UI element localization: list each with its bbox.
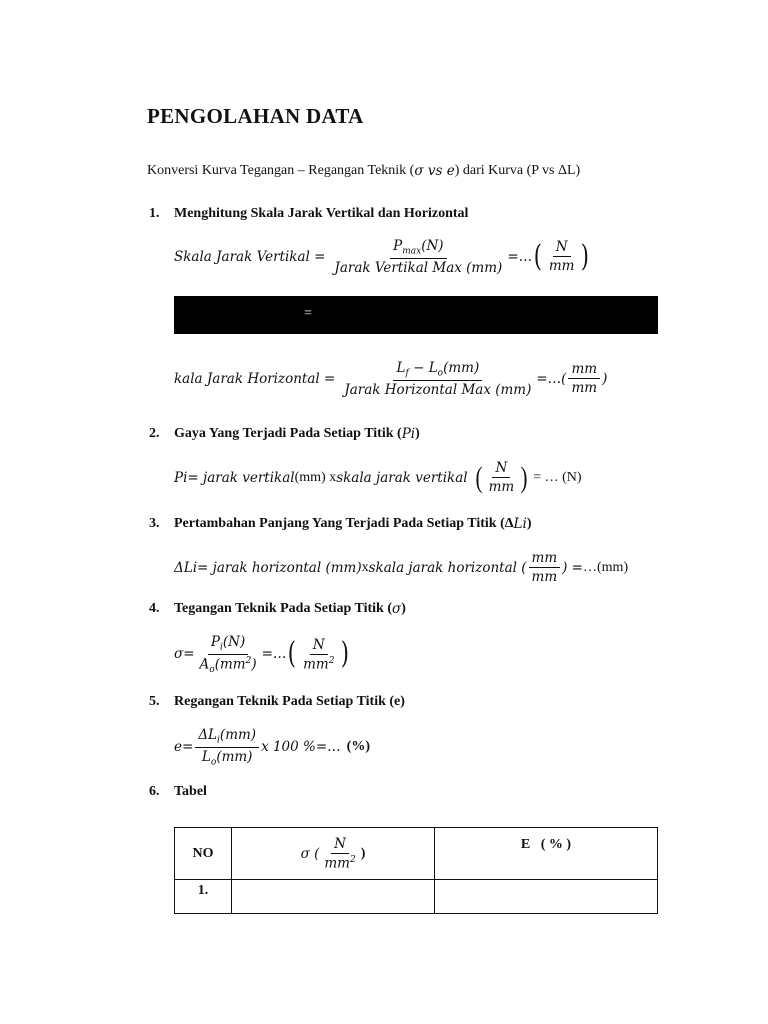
- unit-numerator: mm: [568, 361, 600, 379]
- fraction-numerator: ΔL: [198, 727, 218, 743]
- section-number: 2.: [149, 426, 160, 441]
- unit-numerator: N: [492, 460, 510, 478]
- formula-unit: (%): [346, 739, 370, 755]
- formula-lhs: ΔL: [174, 559, 193, 576]
- section-6-heading: [149, 784, 207, 800]
- paren-open: (: [533, 238, 543, 274]
- section-title: Pertambahan Panjang Yang Terjadi Pada Setiap Titik (Δ: [174, 516, 514, 531]
- unit-numerator: mm: [529, 550, 561, 568]
- paren-close: ): [341, 636, 350, 672]
- force-formula: [174, 460, 582, 495]
- minus-term: − L: [408, 360, 438, 376]
- intro-math: σ vs e: [414, 163, 455, 179]
- redacted-bar: [174, 296, 658, 334]
- formula-lhs: P: [174, 469, 184, 486]
- section-5-heading: [149, 694, 405, 710]
- section-number: 5.: [149, 694, 160, 709]
- unit-denominator: mm: [571, 380, 598, 397]
- formula-tail: = … (N): [533, 469, 582, 485]
- heading-math: L: [513, 516, 523, 532]
- fraction-numerator: P: [393, 238, 403, 254]
- subscript: f: [405, 368, 409, 379]
- header-no: NO: [175, 828, 232, 880]
- section-number: 1.: [149, 206, 160, 221]
- unit-fraction: [300, 637, 337, 673]
- fraction-numerator: P: [210, 634, 220, 650]
- fraction: [341, 360, 534, 398]
- paren-open: (: [475, 460, 483, 494]
- formula-lhs: kala Jarak Horizontal =: [174, 370, 336, 387]
- sigma-close: ): [360, 845, 366, 861]
- superscript: 2: [328, 655, 335, 666]
- fraction-denominator: Jarak Vertikal Max (mm): [334, 259, 503, 276]
- formula-lhs: Skala Jarak Vertikal =: [174, 248, 326, 265]
- sigma-symbol: σ (: [300, 845, 320, 862]
- subscript: o: [437, 368, 444, 379]
- fraction-denominator: L: [201, 748, 211, 765]
- formula-part: = jarak vertikal: [187, 469, 295, 486]
- heading-end: ): [526, 516, 532, 531]
- section-4-heading: [149, 601, 406, 617]
- table-row: [175, 880, 658, 914]
- unit-fraction: [546, 239, 578, 274]
- section-title: Tegangan Teknik Pada Setiap Titik (: [174, 601, 392, 616]
- formula-rest: x 100 %=…: [261, 739, 341, 756]
- subscript: i: [219, 642, 223, 653]
- fraction-denominator: Jarak Horizontal Max (mm): [344, 381, 532, 398]
- header-sigma: [232, 828, 435, 880]
- heading-subscript: i: [522, 516, 527, 532]
- unit: (mm): [216, 748, 253, 765]
- unit: (mm: [214, 656, 246, 673]
- unit-fraction: [321, 836, 358, 872]
- unit: (N): [421, 238, 444, 254]
- unit-fraction: [486, 460, 518, 495]
- unit-denominator: mm: [488, 479, 515, 495]
- paren-open: (: [288, 636, 297, 672]
- intro-line: [147, 163, 580, 179]
- unit: (N): [222, 634, 246, 650]
- subscript: i: [217, 735, 220, 746]
- intro-text-start: Konversi Kurva Tegangan – Regangan Teknik (: [147, 163, 415, 178]
- unit: (mm): [219, 727, 257, 743]
- formula-part: = jarak horizontal (mm): [197, 559, 362, 576]
- formula-lhs: e=: [174, 739, 194, 756]
- formula-part: (mm) x: [294, 469, 337, 485]
- vertical-scale-formula: [174, 238, 591, 276]
- unit-denominator: mm: [531, 569, 558, 585]
- unit-denominator: mm: [324, 855, 350, 872]
- section-number: 6.: [149, 784, 160, 799]
- superscript: 2: [349, 854, 356, 865]
- bar-equals: =: [304, 306, 312, 321]
- unit-fraction: [568, 361, 600, 396]
- fraction: [197, 634, 260, 675]
- formula-equals: =…: [507, 248, 533, 265]
- horizontal-scale-formula: [174, 360, 607, 398]
- section-3-heading: [149, 516, 531, 532]
- intro-text-end: ) dari Kurva (P vs ΔL): [454, 163, 581, 178]
- subscript: max: [402, 246, 422, 257]
- section-title: Tabel: [174, 784, 207, 799]
- paren-close: ): [581, 238, 590, 274]
- formula-part: …: [583, 559, 597, 575]
- section-number: 4.: [149, 601, 160, 616]
- cell-e: [435, 880, 658, 914]
- unit-numerator: N: [331, 836, 349, 854]
- formula-tail: (mm): [597, 559, 629, 575]
- cell-sigma: [232, 880, 435, 914]
- cell-no: 1.: [175, 880, 232, 914]
- fraction-denominator: A: [199, 656, 210, 673]
- unit-numerator: N: [553, 239, 571, 257]
- data-table: [174, 827, 658, 914]
- heading-math: P: [401, 426, 411, 442]
- heading-end: ): [415, 426, 420, 441]
- unit-fraction: [529, 550, 561, 585]
- unit-denominator: mm: [303, 656, 329, 673]
- superscript: 2: [245, 655, 252, 666]
- formula-part: skala jarak vertikal: [336, 469, 468, 486]
- unit-denominator: mm: [548, 258, 575, 275]
- subscript: i: [183, 469, 188, 486]
- fraction-numerator: L: [396, 360, 406, 376]
- unit: (mm): [443, 360, 480, 376]
- unit-numerator: N: [310, 637, 328, 655]
- table-header-row: [175, 828, 658, 880]
- heading-math: σ: [392, 601, 402, 617]
- section-1-heading: [149, 206, 468, 222]
- formula-equals: =…(: [536, 370, 567, 387]
- fraction: [331, 238, 505, 276]
- subscript: o: [209, 664, 215, 675]
- strain-formula: [174, 727, 370, 767]
- fraction: [195, 727, 259, 767]
- heading-end: ): [401, 601, 406, 616]
- subscript: o: [210, 757, 217, 768]
- section-2-heading: [149, 426, 420, 442]
- formula-lhs: σ=: [174, 646, 195, 663]
- paren-close: ): [602, 370, 608, 387]
- elongation-formula: [174, 550, 628, 585]
- formula-equals: =…: [261, 646, 287, 663]
- formula-part: ) =: [562, 559, 583, 576]
- stress-formula: [174, 634, 351, 675]
- section-title: Gaya Yang Terjadi Pada Setiap Titik (: [174, 426, 402, 441]
- section-title: Regangan Teknik Pada Setiap Titik (e): [174, 694, 405, 709]
- heading-subscript: i: [410, 426, 416, 442]
- unit-close: ): [251, 656, 257, 673]
- formula-part: skala jarak horizontal (: [368, 559, 527, 576]
- section-number: 3.: [149, 516, 160, 531]
- header-e: E ( % ): [435, 828, 658, 880]
- section-title: Menghitung Skala Jarak Vertikal dan Horizontal: [174, 206, 469, 221]
- paren-close: ): [520, 460, 528, 494]
- formula-part: x: [361, 559, 369, 575]
- subscript: i: [192, 559, 198, 576]
- page-title: PENGOLAHAN DATA: [147, 104, 364, 128]
